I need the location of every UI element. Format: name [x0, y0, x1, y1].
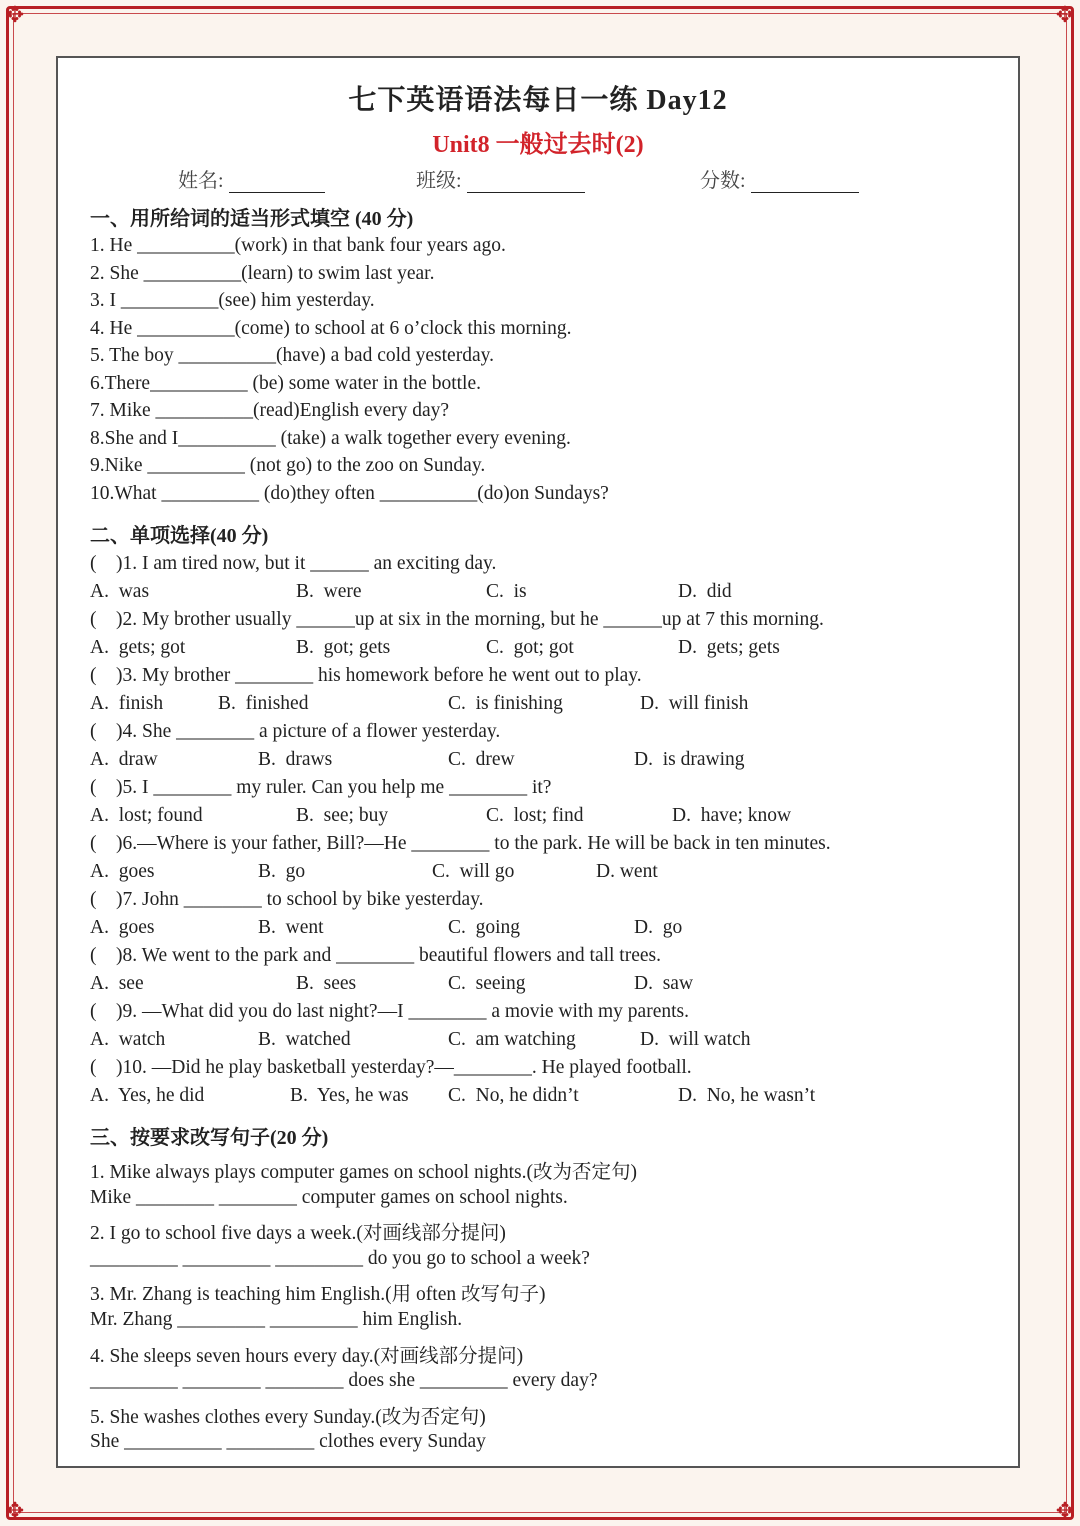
rewrite-answer: _________ ________ ________ does she _________ every day?	[90, 1370, 598, 1391]
score-blank[interactable]	[751, 172, 859, 193]
fill-item: 3. I __________(see) him yesterday.	[90, 290, 375, 311]
page-subtitle: Unit8 一般过去时(2)	[432, 132, 644, 158]
option-d[interactable]: D. have; know	[672, 805, 792, 826]
class-field[interactable]	[416, 164, 585, 193]
question-6: ( )6.—Where is your father, Bill?—He ________ to the park. He will be back in ten minutes.	[90, 833, 831, 854]
question-10: ( )10. —Did he play basketball yesterday?—________. He played football.	[90, 1057, 692, 1078]
fill-item: 7. Mike __________(read)English every day?	[90, 400, 450, 421]
option-d[interactable]: D. will finish	[640, 693, 749, 714]
option-a[interactable]: A. gets; got	[90, 637, 186, 658]
question-5: ( )5. I ________ my ruler. Can you help me ________ it?	[90, 777, 552, 798]
option-d[interactable]: D. saw	[634, 973, 694, 994]
section1-heading: 一、用所给词的适当形式填空 (40 分)	[90, 208, 414, 230]
option-a[interactable]: A. was	[90, 581, 150, 602]
rewrite-prompt: 2. I go to school five days a week.(对画线部分提问)	[90, 1223, 506, 1244]
option-c[interactable]: C. going	[448, 917, 521, 938]
question-9: ( )9. —What did you do last night?—I ________ a movie with my parents.	[90, 1001, 689, 1022]
corner-ornament-icon: ✥	[1055, 1498, 1075, 1523]
option-c[interactable]: C. is finishing	[448, 693, 563, 714]
fill-item: 6.There__________ (be) some water in the bottle.	[90, 373, 481, 394]
rewrite-prompt: 5. She washes clothes every Sunday.(改为否定句)	[90, 1407, 486, 1428]
option-d[interactable]: D. went	[596, 861, 658, 882]
option-d[interactable]: D. is drawing	[634, 749, 745, 770]
name-blank[interactable]	[229, 172, 325, 193]
option-c[interactable]: C. seeing	[448, 973, 526, 994]
page-title: 七下英语语法每日一练 Day12	[348, 85, 728, 116]
option-b[interactable]: B. draws	[258, 749, 333, 770]
rewrite-prompt: 1. Mike always plays computer games on school nights.(改为否定句)	[90, 1162, 637, 1183]
name-field[interactable]	[178, 164, 325, 193]
option-a[interactable]: A. finish	[90, 693, 164, 714]
rewrite-answer: _________ _________ _________ do you go to school a week?	[90, 1248, 590, 1269]
option-c[interactable]: C. lost; find	[486, 805, 584, 826]
option-b[interactable]: B. went	[258, 917, 324, 938]
section3-heading: 三、按要求改写句子(20 分)	[90, 1127, 329, 1149]
question-7: ( )7. John ________ to school by bike yesterday.	[90, 889, 484, 910]
option-a[interactable]: A. goes	[90, 917, 155, 938]
option-b[interactable]: B. sees	[296, 973, 357, 994]
score-field[interactable]	[700, 164, 859, 193]
option-b[interactable]: B. got; gets	[296, 637, 391, 658]
option-d[interactable]: D. will watch	[640, 1029, 751, 1050]
score-label: 分数:	[700, 170, 746, 192]
option-c[interactable]: C. am watching	[448, 1029, 576, 1050]
rewrite-prompt: 3. Mr. Zhang is teaching him English.(用 often 改写句子)	[90, 1284, 546, 1305]
option-b[interactable]: B. finished	[218, 693, 309, 714]
worksheet	[56, 56, 1020, 1468]
option-a[interactable]: A. goes	[90, 861, 155, 882]
option-b[interactable]: B. watched	[258, 1029, 351, 1050]
name-label: 姓名:	[178, 170, 224, 192]
option-d[interactable]: D. No, he wasn’t	[678, 1085, 816, 1106]
option-b[interactable]: B. were	[296, 581, 362, 602]
option-c[interactable]: C. will go	[432, 861, 515, 882]
rewrite-answer: She __________ _________ clothes every Sunday	[90, 1431, 486, 1452]
option-d[interactable]: D. did	[678, 581, 732, 602]
option-c[interactable]: C. drew	[448, 749, 515, 770]
fill-item: 4. He __________(come) to school at 6 o’clock this morning.	[90, 318, 572, 339]
corner-ornament-icon: ✥	[5, 1498, 25, 1523]
option-a[interactable]: A. draw	[90, 749, 158, 770]
question-1: ( )1. I am tired now, but it ______ an exciting day.	[90, 553, 497, 574]
option-a[interactable]: A. watch	[90, 1029, 166, 1050]
rewrite-answer: Mike ________ ________ computer games on school nights.	[90, 1187, 568, 1208]
question-8: ( )8. We went to the park and ________ beautiful flowers and tall trees.	[90, 945, 661, 966]
fill-item: 9.Nike __________ (not go) to the zoo on Sunday.	[90, 455, 486, 476]
option-b[interactable]: B. go	[258, 861, 306, 882]
option-c[interactable]: C. got; got	[486, 637, 574, 658]
question-3: ( )3. My brother ________ his homework before he went out to play.	[90, 665, 642, 686]
rewrite-answer: Mr. Zhang _________ _________ him English.	[90, 1309, 463, 1330]
fill-item: 2. She __________(learn) to swim last year.	[90, 263, 435, 284]
option-b[interactable]: B. Yes, he was	[290, 1085, 409, 1106]
question-2: ( )2. My brother usually ______up at six in the morning, but he ______up at 7 this morning.	[90, 609, 824, 630]
option-a[interactable]: A. see	[90, 973, 144, 994]
rewrite-prompt: 4. She sleeps seven hours every day.(对画线部分提问)	[90, 1346, 524, 1367]
question-4: ( )4. She ________ a picture of a flower yesterday.	[90, 721, 501, 742]
fill-item: 8.She and I__________ (take) a walk together every evening.	[90, 428, 571, 449]
section2-heading: 二、单项选择(40 分)	[90, 525, 269, 547]
fill-item: 5. The boy __________(have) a bad cold yesterday.	[90, 345, 494, 366]
option-d[interactable]: D. go	[634, 917, 683, 938]
fill-item: 1. He __________(work) in that bank four years ago.	[90, 235, 506, 256]
option-d[interactable]: D. gets; gets	[678, 637, 780, 658]
option-b[interactable]: B. see; buy	[296, 805, 389, 826]
corner-ornament-icon: ✥	[5, 2, 25, 27]
fill-item: 10.What __________ (do)they often __________(do)on Sundays?	[90, 483, 609, 504]
option-c[interactable]: C. is	[486, 581, 527, 602]
option-a[interactable]: A. Yes, he did	[90, 1085, 205, 1106]
class-label: 班级:	[416, 170, 462, 192]
class-blank[interactable]	[467, 172, 585, 193]
option-a[interactable]: A. lost; found	[90, 805, 203, 826]
option-c[interactable]: C. No, he didn’t	[448, 1085, 579, 1106]
corner-ornament-icon: ✥	[1055, 2, 1075, 27]
